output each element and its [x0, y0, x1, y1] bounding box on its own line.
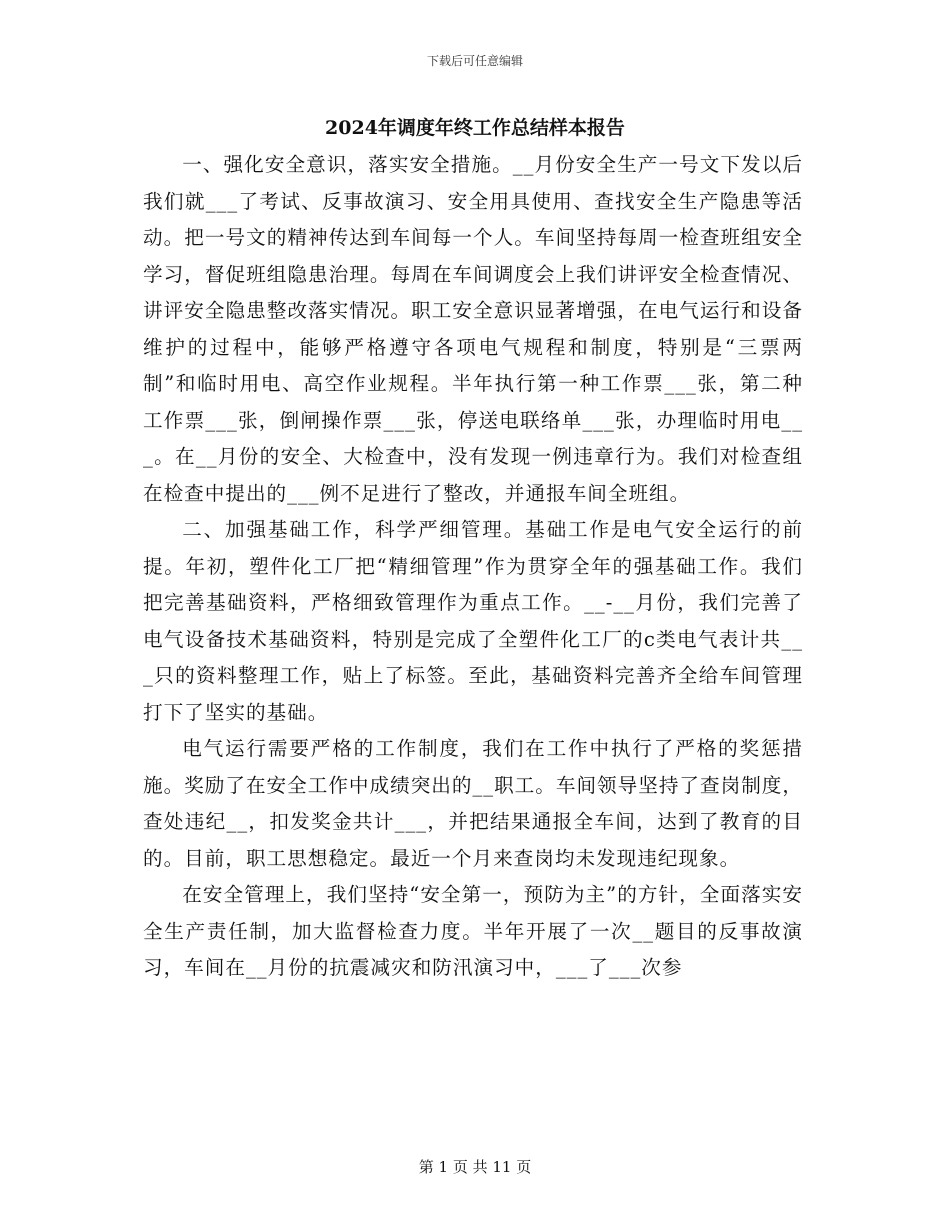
document-body	[143, 147, 803, 987]
paragraph-2: 二、加强基础工作，科学严细管理。基础工作是电气安全运行的前提。年初，塑件化工厂把“精细管理”作为贯穿全年的强基础工作。我们把完善基础资料，严格细致管理作为重点工作。__-__月份，我们完善了电气设备技术基础资料，特别是完成了全塑件化工厂的c类电气表计共___只的资料整理工作，贴上了标签。至此，基础资料完善齐全给车间管理打下了坚实的基础。	[143, 518, 803, 724]
page-number-footer: 第 1 页 共 11 页	[418, 1158, 532, 1176]
document-title: 2024年调度年终工作总结样本报告	[325, 117, 625, 139]
paragraph-1: 一、强化安全意识，落实安全措施。__月份安全生产一号文下发以后我们就___了考试、反事故演习、安全用具使用、查找安全生产隐患等活动。把一号文的精神传达到车间每一个人。车间坚持每周一检查班组安全学习，督促班组隐患治理。每周在车间调度会上我们讲评安全检查情况、讲评安全隐患整改落实情况。职工安全意识显著增强，在电气运行和设备维护的过程中，能够严格遵守各项电气规程和制度，特别是“三票两制”和临时用电、高空作业规程。半年执行第一种工作票___张，第二种工作票___张，倒闸操作票___张，停送电联络单___张，办理临时用电___。在__月份的安全、大检查中，没有发现一例违章行为。我们对检查组在检查中提出的___例不足进行了整改，并通报车间全班组。	[143, 153, 803, 505]
paragraph-4: 在安全管理上，我们坚持“安全第一，预防为主”的方针，全面落实安全生产责任制，加大监督检查力度。半年开展了一次__题目的反事故演习，车间在__月份的抗震减灾和防汛演习中，___了___次参	[143, 883, 803, 979]
paragraph-3: 电气运行需要严格的工作制度，我们在工作中执行了严格的奖惩措施。奖励了在安全工作中成绩突出的__职工。车间领导坚持了查岗制度，查处违纪__，扣发奖金共计___，并把结果通报全车间，达到了教育的目的。目前，职工思想稳定。最近一个月来查岗均未发现违纪现象。	[143, 737, 803, 870]
page-header-note: 下载后可任意编辑	[426, 54, 523, 68]
